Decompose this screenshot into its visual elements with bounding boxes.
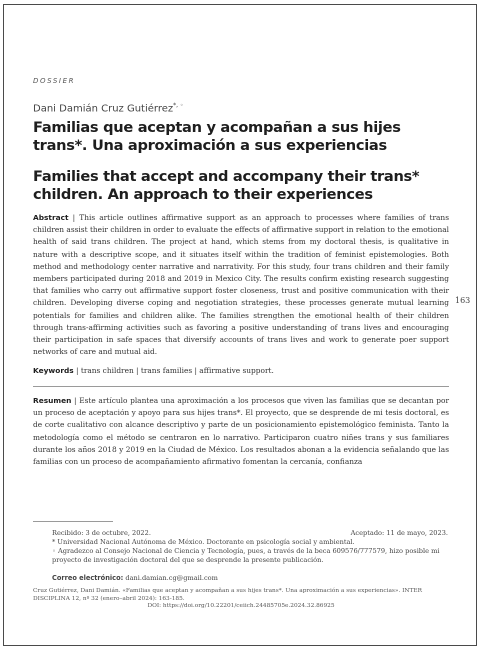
keywords-text: trans children | trans families | affirmative support. — [80, 366, 274, 375]
email-label: Correo electrónico: — [52, 574, 124, 582]
section-divider — [33, 386, 449, 387]
abstract-text: This article outlines affirmative support as an approach to processes where families of trans children assist their children in order to evaluate the effects of affirmative support in relation to the emotional health of said trans children. The project at hand, which stems from my doctoral thesis, is qualitative in nature with a descriptive scope, and it situates itself within the tradition of feminist epistemologies. Both method and methodology center narrative and narrativity. For this study, four trans children and their family members participated during 2018 and 2019 in Mexico City. The results confirm existing research suggesting that families who carry out affirmative support foster closeness, trust and positive communication with their children. Developing diverse coping and negotiation strategies, these processes generate mutual learning potentials for families and children alike. The families strengthen the emotional health of their children through trans-affirming activities such as favoring a positive understanding of trans lives and encouraging their participation in safe spaces that diversify accounts of trans lives and work to generate poer support networks of care and mutual aid. — [33, 213, 449, 357]
abstract-block: Abstract | This article outlines affirmative support as an approach to processes where families of trans children assist their children in order to evaluate the effects of affirmative support in relation to the emotional health of said trans children. The project at hand, which stems from my doctoral thesis, is qualitative in nature with a descriptive scope, and it situates itself within the tradition of feminist epistemologies. Both method and methodology center narrative and narrativity. For this study, four trans children and their family members participated during 2018 and 2019 in Mexico City. The results confirm existing research suggesting that families who carry out affirmative support foster closeness, trust and positive communication with their children. Developing diverse coping and negotiation strategies, these processes generate mutual learning potentials for families and children alike. The families strengthen the emotional health of their children through trans-affirming activities such as favoring a positive understanding of trans lives and encouraging their participation in safe spaces that diversify accounts of trans lives and work to generate poer support networks of care and mutual aid. — [33, 213, 449, 357]
footnote-acknowledgement: ◦ Agradezco al Consejo Nacional de Ciencia y Tecnología, pues, a través de la beca 609576/777579, hizo posible mi proyecto de investigación doctoral del que se desprende la presente publicación. — [52, 547, 440, 564]
dates-line — [52, 529, 448, 538]
resumen-label: Resumen — [33, 396, 72, 405]
received-date: Recibido: 3 de octubre, 2022. — [52, 529, 151, 537]
title-english: Families that accept and accompany their trans* children. An approach to their experiences — [33, 168, 420, 203]
citation: Cruz Gutiérrez, Dani Damián. «Familias que aceptan y acompañan a sus hijes trans*. Una aproximación a sus experiencias». INTER DISCIPLINA 12, nº 32 (enero–abril 2024): 163-185. — [33, 588, 422, 602]
email-line — [52, 574, 448, 583]
resumen-text: Este artículo plantea una aproximación a los procesos que viven las familias que se decantan por un proceso de aceptación y apoyo para sus hijes trans*. El proyecto, que se desprende de mi tesis doctoral, es de corte cualitativo con alcance descriptivo y parte de un posicionamiento epistemológico feminista. Tanto la metodología como el método se centraron en lo narrativo. Participaron cuatro niñes trans y sus familiares durante los años 2018 y 2019 en la Ciudad de México. Los resultados abonan a la evidencia señalando que las familias con un proceso de acompañamiento afirmativo fomentan la cercanía, confianza — [33, 396, 449, 467]
abstract-label: Abstract — [33, 213, 69, 222]
author-marks: *, ◦ — [173, 102, 184, 109]
email-link[interactable]: dani.damian.cg@gmail.com — [125, 574, 218, 582]
author-name: Dani Damián Cruz Gutiérrez — [33, 103, 174, 115]
footnote-affiliation: * Universidad Nacional Autónoma de México. Doctorante en psicología social y ambiental. — [52, 538, 355, 546]
author-line — [33, 102, 184, 114]
keywords-label: Keywords — [33, 366, 74, 375]
accepted-date: Aceptado: 11 de mayo, 2023. — [350, 529, 448, 537]
page-number: 163 — [455, 296, 471, 305]
section-label: DOSSIER — [33, 77, 76, 85]
resumen-block: Resumen | Este artículo plantea una aproximación a los procesos que viven las familias que se decantan por un proceso de aceptación y apoyo para sus hijes trans*. El proyecto, que se desprende de mi tesis doctoral, es de corte cualitativo con alcance descriptivo y parte de un posicionamiento epistemológico feminista. Tanto la metodología como el método se centraron en lo narrativo. Participaron cuatro niñes trans y sus familiares durante los años 2018 y 2019 en la Ciudad de México. Los resultados abonan a la evidencia señalando que las familias con un proceso de acompañamiento afirmativo fomentan la cercanía, confianza — [33, 396, 449, 467]
footnote-divider — [33, 521, 113, 522]
doi-link[interactable]: DOI: https://doi.org/10.22201/ceiich.24485705e.2024.32.86925 — [147, 603, 335, 609]
keywords-block: Keywords | trans children | trans families | affirmative support. — [33, 366, 274, 375]
title-spanish: Familias que aceptan y acompañan a sus hijes trans*. Una aproximación a sus experiencias — [33, 119, 401, 154]
